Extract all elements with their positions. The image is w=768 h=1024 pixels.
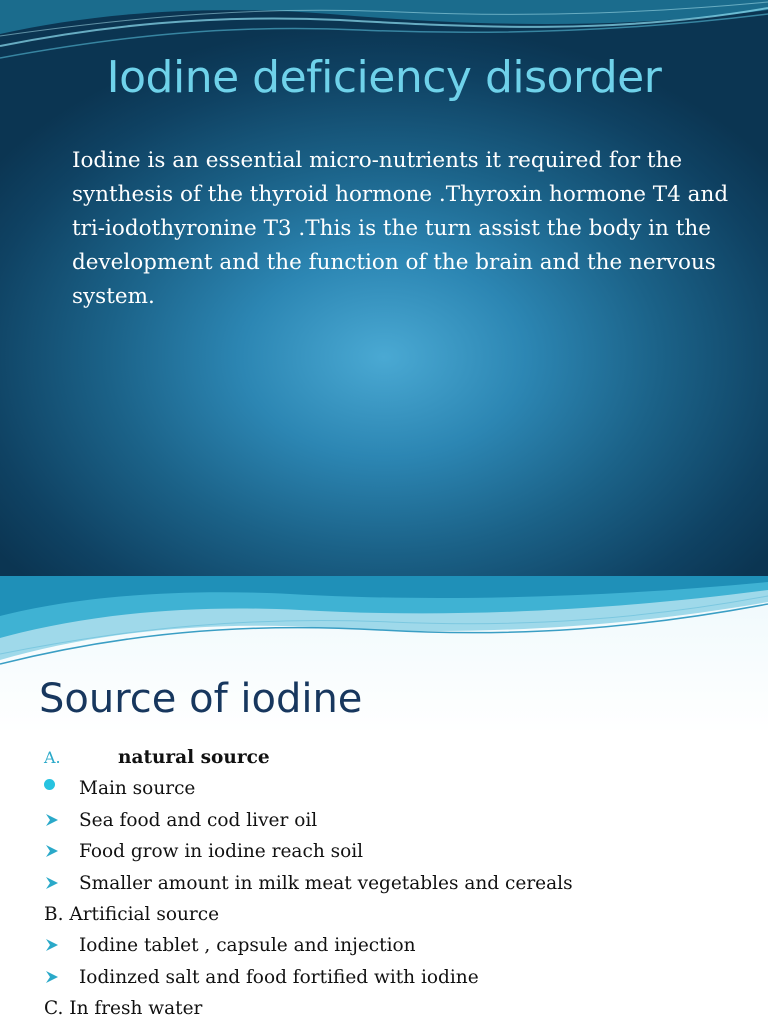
list-item-text: B. Artificial source: [44, 903, 220, 925]
list-item-text: Main source: [79, 778, 196, 800]
arrow-bullet-icon: [44, 836, 74, 867]
arrow-bullet-icon: [44, 868, 74, 899]
list-item: [44, 930, 744, 961]
list-marker-a: A.: [44, 748, 61, 767]
wave-decoration: [0, 576, 768, 676]
list-item: [44, 773, 744, 804]
arrow-bullet-icon: [44, 962, 74, 993]
list-item: [44, 836, 744, 867]
list-item: [44, 805, 744, 836]
list-item-text: Iodine tablet , capsule and injection: [79, 935, 416, 957]
list-item: [44, 742, 744, 773]
list-item: [44, 868, 744, 899]
bullet-dot-icon: [44, 773, 74, 804]
list-item-text: Iodinzed salt and food fortified with iodine: [79, 966, 479, 988]
slide-body-text: Iodine is an essential micro-nutrients it required for the synthesis of the thyroid hormone .Thyroxin hormone T4 and tri-iodothyronine T3 .This is the turn assist the body in the development and the function of the brain and the nervous system.: [72, 148, 729, 309]
list-item-text: Smaller amount in milk meat vegetables and cereals: [79, 872, 573, 894]
list-item: [44, 962, 744, 993]
source-list: [44, 742, 744, 1024]
list-item: [44, 993, 744, 1024]
list-item-text: natural source: [118, 747, 270, 768]
arrow-bullet-icon: [44, 930, 74, 961]
slide-title: Source of iodine: [39, 676, 363, 722]
list-item-text: Sea food and cod liver oil: [79, 809, 318, 831]
slide-2: [0, 576, 768, 1024]
list-item-text: C. In fresh water: [44, 998, 203, 1020]
list-item-text: Food grow in iodine reach soil: [79, 841, 364, 863]
list-item: [44, 899, 744, 930]
arrow-bullet-icon: [44, 805, 74, 836]
slide-title: Iodine deficiency disorder: [106, 52, 662, 103]
